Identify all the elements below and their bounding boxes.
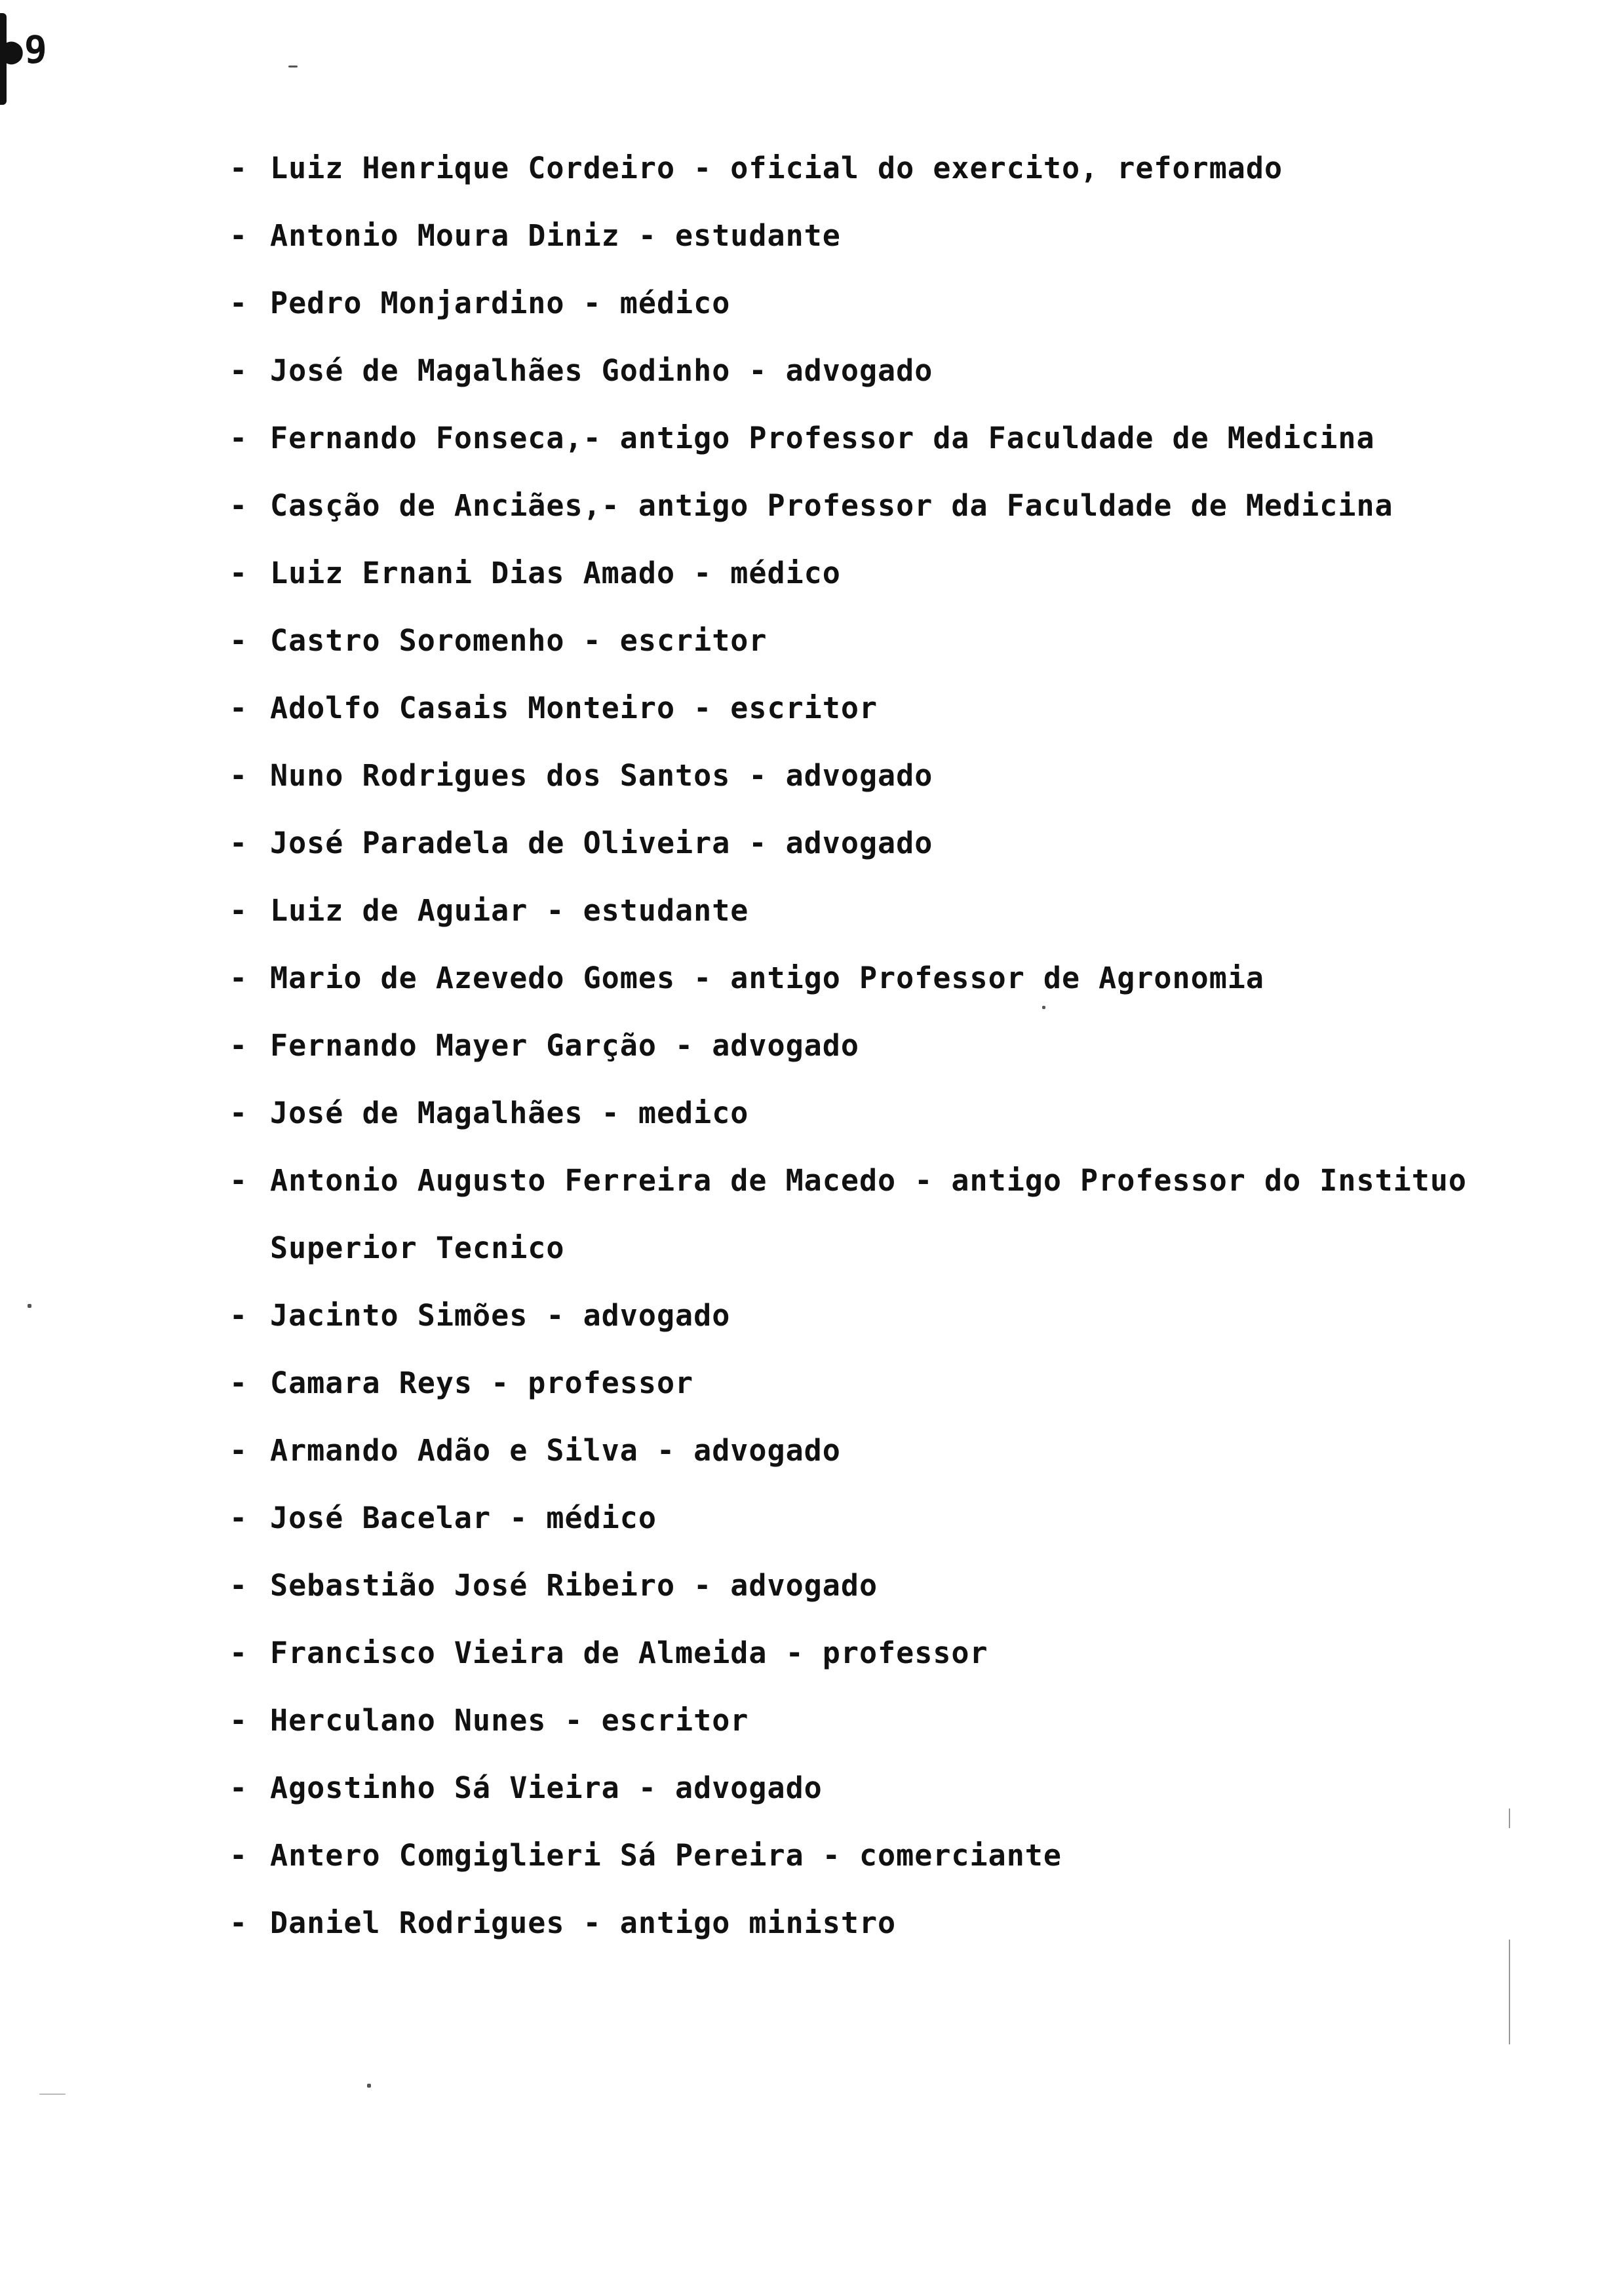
list-item [229, 742, 1527, 809]
entry-text: Luiz Ernani Dias Amado - médico [270, 556, 841, 590]
entry-text: Herculano Nunes - escritor [270, 1703, 749, 1738]
list-item [229, 1754, 1527, 1822]
list-item [229, 877, 1527, 944]
list-item [229, 1417, 1527, 1484]
list-bullet: - [229, 758, 248, 793]
list-item [229, 269, 1527, 337]
list-bullet: - [229, 218, 248, 253]
list-bullet: - [229, 1838, 248, 1873]
list-bullet: - [229, 1366, 248, 1400]
list-item [229, 1349, 1527, 1417]
list-item [229, 1012, 1527, 1079]
entry-text: José de Magalhães - medico [270, 1096, 749, 1130]
entry-text: Adolfo Casais Monteiro - escritor [270, 691, 878, 725]
entry-text: José Bacelar - médico [270, 1501, 657, 1535]
list-bullet: - [229, 826, 248, 860]
entry-text: Luiz de Aguiar - estudante [270, 893, 749, 928]
list-bullet: - [229, 1636, 248, 1670]
list-bullet: - [229, 1433, 248, 1468]
list-item [229, 1079, 1527, 1147]
list-bullet: - [229, 1568, 248, 1603]
entry-text: Castro Soromenho - escritor [270, 623, 768, 658]
list-bullet: - [229, 488, 248, 523]
entry-text: Camara Reys - professor [270, 1366, 694, 1400]
list-bullet: - [229, 893, 248, 928]
list-item [229, 1889, 1527, 1957]
entry-text: Antero Comgiglieri Sá Pereira - comerciante [270, 1838, 1062, 1873]
list-bullet: - [229, 623, 248, 658]
entry-text: Pedro Monjardino - médico [270, 286, 731, 320]
name-list [229, 134, 1527, 1957]
list-item [229, 1822, 1527, 1889]
list-bullet: - [229, 151, 248, 185]
list-bullet: - [229, 691, 248, 725]
entry-text: Casção de Anciães,- antigo Professor da Faculdade de Medicina [270, 488, 1393, 523]
entry-text: Daniel Rodrigues - antigo ministro [270, 1905, 897, 1940]
list-item [229, 944, 1527, 1012]
scan-edge-mark [1509, 1808, 1510, 1828]
list-item [229, 674, 1527, 742]
list-item [229, 404, 1527, 472]
list-bullet: - [229, 1298, 248, 1333]
list-bullet: - [229, 353, 248, 388]
entry-text: Fernando Mayer Garção - advogado [270, 1028, 859, 1063]
list-bullet: - [229, 1703, 248, 1738]
entry-text: Fernando Fonseca,- antigo Professor da Faculdade de Medicina [270, 421, 1375, 455]
list-item [229, 1687, 1527, 1754]
page-number: ●9 [0, 28, 49, 72]
list-item [229, 202, 1527, 269]
list-bullet: - [229, 1501, 248, 1535]
list-bullet: - [229, 1770, 248, 1805]
entry-text: Mario de Azevedo Gomes - antigo Professor de Agronomia [270, 961, 1264, 995]
scan-edge-mark [1509, 1940, 1510, 2044]
list-item [229, 607, 1527, 674]
entry-text: Jacinto Simões - advogado [270, 1298, 731, 1333]
entry-text: Sebastião José Ribeiro - advogado [270, 1568, 878, 1603]
list-item [229, 1484, 1527, 1552]
list-item [229, 1552, 1527, 1619]
list-bullet: - [229, 961, 248, 995]
list-bullet: - [229, 286, 248, 320]
entry-text: José Paradela de Oliveira - advogado [270, 826, 933, 860]
entry-text: Antonio Moura Diniz - estudante [270, 218, 841, 253]
list-item [229, 472, 1527, 539]
list-bullet: - [229, 421, 248, 455]
entry-text: Nuno Rodrigues dos Santos - advogado [270, 758, 933, 793]
entry-text: Antonio Augusto Ferreira de Macedo - antigo Professor do Instituo Superior Tecnico [270, 1163, 1467, 1265]
list-bullet: - [229, 556, 248, 590]
entry-text: Francisco Vieira de Almeida - professor [270, 1636, 988, 1670]
list-item [229, 539, 1527, 607]
list-bullet: - [229, 1905, 248, 1940]
list-bullet: - [229, 1028, 248, 1063]
entry-text: Luiz Henrique Cordeiro - oficial do exercito, reformado [270, 151, 1283, 185]
list-item [229, 134, 1527, 202]
entry-text: José de Magalhães Godinho - advogado [270, 353, 933, 388]
list-item [229, 1147, 1527, 1282]
list-item [229, 1619, 1527, 1687]
entry-text: Armando Adão e Silva - advogado [270, 1433, 841, 1468]
list-item [229, 1282, 1527, 1349]
list-bullet: - [229, 1163, 248, 1198]
entry-text: Agostinho Sá Vieira - advogado [270, 1770, 823, 1805]
list-item [229, 809, 1527, 877]
list-item [229, 337, 1527, 404]
list-bullet: - [229, 1096, 248, 1130]
